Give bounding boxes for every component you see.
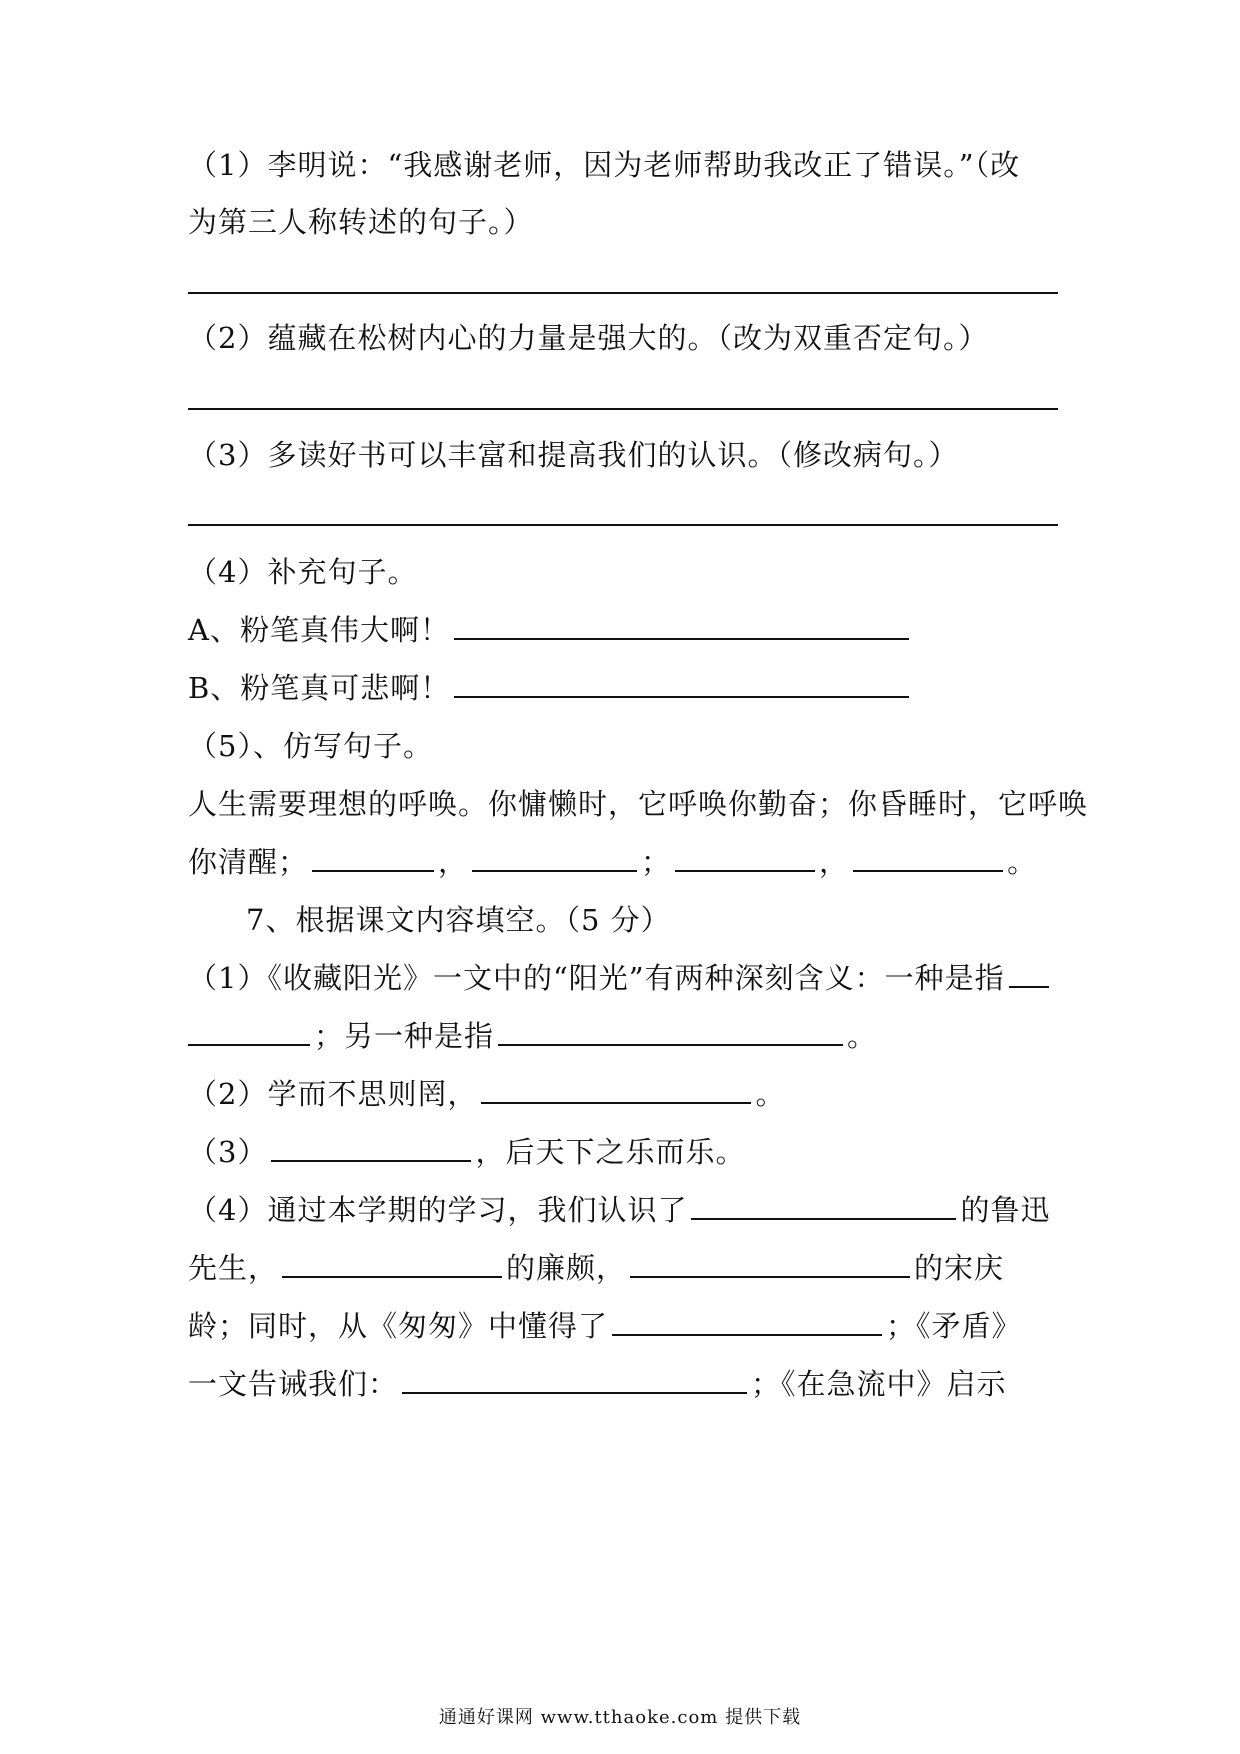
q4-b-blank[interactable] xyxy=(454,668,909,698)
s7-item4-blank-5[interactable] xyxy=(402,1364,747,1394)
s7-item4-blank-1[interactable] xyxy=(691,1190,956,1220)
q5-blank-1[interactable] xyxy=(312,842,434,872)
q5-blank-4[interactable] xyxy=(853,842,1003,872)
q5-blank-2[interactable] xyxy=(472,842,637,872)
s7-item3-start: （3） xyxy=(188,1135,268,1169)
footer-credit: 通通好课网 www.tthaoke.com 提供下载 xyxy=(438,1707,802,1728)
q5-line2-start: 你清醒； xyxy=(188,845,309,879)
s7-item4-line4-end: ；《在急流中》启示 xyxy=(751,1367,1007,1401)
q3-answer-line[interactable] xyxy=(188,524,1058,526)
q5-comma-1: ， xyxy=(438,845,469,879)
s7-item4-line4-start: 一文告诫我们： xyxy=(188,1367,399,1401)
s7-item2-text: （2）学而不思则罔， xyxy=(188,1077,478,1111)
q4-b xyxy=(188,668,913,708)
s7-item4-line2-start: 先生， xyxy=(188,1251,279,1285)
s7-item4-line2-mid: 的廉颇， xyxy=(506,1251,627,1285)
q1-answer-line[interactable] xyxy=(188,292,1058,294)
s7-item4-line4 xyxy=(188,1364,1007,1404)
s7-item1-line2 xyxy=(188,1016,877,1056)
s7-item2 xyxy=(188,1074,785,1114)
s7-item2-blank[interactable] xyxy=(481,1074,751,1104)
s7-item1-line1 xyxy=(188,958,1053,998)
s7-item4-line2-end: 的宋庆 xyxy=(914,1251,1005,1285)
q1-line2: 为第三人称转述的句子。） xyxy=(188,205,534,239)
s7-item1-blank-1a[interactable] xyxy=(1009,958,1049,988)
s7-item2-end: 。 xyxy=(755,1077,786,1111)
s7-item1-text: （1）《收藏阳光》一文中的“阳光”有两种深刻含义：一种是指 xyxy=(188,961,1005,995)
q2-answer-line[interactable] xyxy=(188,408,1058,410)
s7-item4-line3-end: ；《矛盾》 xyxy=(886,1309,1022,1343)
q4-a xyxy=(188,610,913,650)
s7-item4-blank-2[interactable] xyxy=(282,1248,502,1278)
q4-title: （4）补充句子。 xyxy=(188,555,418,589)
q5-title: （5）、仿写句子。 xyxy=(188,729,433,763)
s7-item4-line1-end: 的鲁迅 xyxy=(960,1193,1051,1227)
q5-semicolon: ； xyxy=(641,845,672,879)
q5-line2 xyxy=(188,842,1037,882)
q4-a-label: A、粉笔真伟大啊！ xyxy=(188,613,450,647)
s7-item4-line3 xyxy=(188,1306,1022,1346)
s7-item4-line3-start: 龄；同时，从《匆匆》中懂得了 xyxy=(188,1309,609,1343)
q5-comma-2: ， xyxy=(819,845,850,879)
q1-line1: （1）李明说：“我感谢老师，因为老师帮助我改正了错误。”（改 xyxy=(188,148,1021,182)
section7-heading: 7、根据课文内容填空。（5 分） xyxy=(246,903,671,937)
s7-item4-line2 xyxy=(188,1248,1004,1288)
s7-item3-blank[interactable] xyxy=(271,1132,471,1162)
s7-item1-mid: ；另一种是指 xyxy=(314,1019,495,1053)
s7-item4-blank-3[interactable] xyxy=(630,1248,910,1278)
q5-blank-3[interactable] xyxy=(675,842,815,872)
s7-item1-blank-2[interactable] xyxy=(498,1016,843,1046)
q3-text: （3）多读好书可以丰富和提高我们的认识。（修改病句。） xyxy=(188,438,959,472)
q2-text: （2）蕴藏在松树内心的力量是强大的。（改为双重否定句。） xyxy=(188,321,989,355)
q4-b-label: B、粉笔真可悲啊！ xyxy=(188,671,451,705)
s7-item1-end: 。 xyxy=(847,1019,878,1053)
q4-a-blank[interactable] xyxy=(454,610,909,640)
s7-item4-line1-start: （4）通过本学期的学习，我们认识了 xyxy=(188,1193,688,1227)
q5-line1: 人生需要理想的呼唤。你慵懒时，它呼唤你勤奋；你昏睡时，它呼唤 xyxy=(188,787,1089,821)
s7-item3 xyxy=(188,1132,745,1172)
q5-period: 。 xyxy=(1007,845,1038,879)
s7-item4-blank-4[interactable] xyxy=(612,1306,882,1336)
s7-item4-line1 xyxy=(188,1190,1050,1230)
s7-item3-text: ，后天下之乐而乐。 xyxy=(475,1135,746,1169)
s7-item1-blank-1b[interactable] xyxy=(188,1016,310,1046)
